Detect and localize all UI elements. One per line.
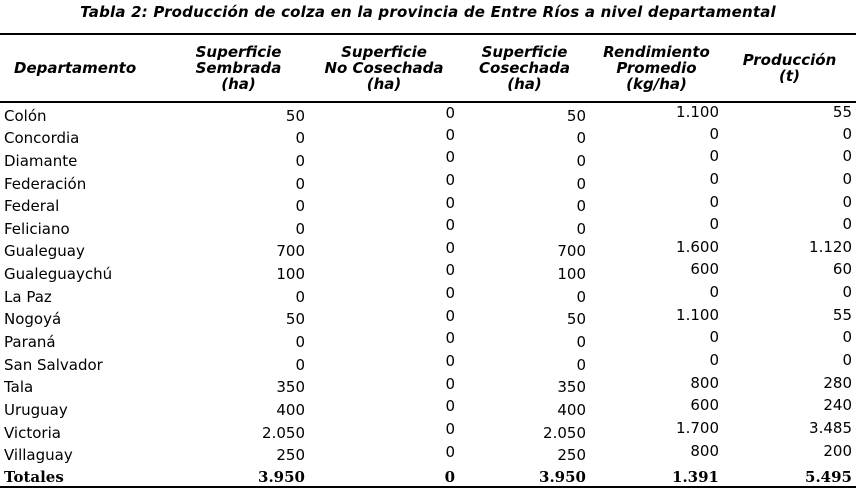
cell-sembrada: 50 bbox=[285, 310, 305, 329]
cell-no-cosechada: 0 bbox=[445, 238, 455, 257]
table-row bbox=[0, 215, 856, 238]
cell-rendimiento: 0 bbox=[709, 147, 719, 166]
header-superficie-no-cosechada bbox=[309, 34, 459, 102]
cell-no-cosechada: 0 bbox=[445, 419, 455, 438]
table-row bbox=[0, 306, 856, 329]
cell-no-cosechada: 0 bbox=[445, 216, 455, 235]
cell-cosechada: 100 bbox=[557, 265, 586, 284]
cell-totales-label: Totales bbox=[0, 464, 168, 487]
cell-no-cosechada: 0 bbox=[445, 397, 455, 416]
header-line: Superficie bbox=[481, 43, 568, 61]
cell-cosechada: 0 bbox=[576, 287, 586, 306]
cell-no-cosechada: 0 bbox=[445, 374, 455, 393]
header-produccion bbox=[723, 34, 856, 102]
header-line: (t) bbox=[779, 67, 800, 85]
header-line: Cosechada bbox=[479, 59, 570, 77]
cell-produccion: 200 bbox=[823, 441, 852, 460]
cell-departamento: Tala bbox=[4, 378, 34, 397]
header-row bbox=[0, 34, 856, 102]
cell-produccion: 280 bbox=[823, 373, 852, 392]
cell-rendimiento: 1.100 bbox=[676, 103, 719, 121]
cell-total-no-cosechada: 0 bbox=[309, 464, 459, 487]
production-table bbox=[0, 33, 856, 488]
cell-departamento: Federación bbox=[4, 174, 87, 193]
cell-produccion: 1.120 bbox=[809, 237, 852, 256]
cell-rendimiento: 800 bbox=[690, 373, 719, 392]
cell-total-rendimiento: 1.391 bbox=[590, 464, 723, 487]
cell-total-sembrada: 3.950 bbox=[168, 464, 309, 487]
header-line: Superficie bbox=[341, 43, 427, 61]
cell-sembrada: 0 bbox=[295, 197, 305, 216]
cell-produccion: 3.485 bbox=[809, 418, 852, 437]
cell-departamento: Gualeguay bbox=[4, 242, 85, 261]
table-row bbox=[0, 260, 856, 283]
cell-no-cosechada: 0 bbox=[445, 125, 455, 144]
cell-cosechada: 250 bbox=[557, 446, 586, 465]
cell-sembrada: 100 bbox=[276, 265, 305, 284]
cell-cosechada: 50 bbox=[566, 310, 586, 329]
header-line: Rendimiento bbox=[603, 43, 710, 61]
cell-no-cosechada: 0 bbox=[445, 329, 455, 348]
cell-no-cosechada: 0 bbox=[445, 104, 455, 122]
cell-sembrada: 0 bbox=[295, 151, 305, 170]
cell-cosechada: 0 bbox=[576, 151, 586, 170]
cell-rendimiento: 0 bbox=[709, 328, 719, 347]
header-superficie-sembrada bbox=[168, 34, 309, 102]
cell-rendimiento: 600 bbox=[690, 396, 719, 415]
cell-produccion: 0 bbox=[842, 169, 852, 188]
table-row bbox=[0, 442, 856, 465]
cell-sembrada: 0 bbox=[295, 287, 305, 306]
cell-no-cosechada: 0 bbox=[445, 148, 455, 167]
table-row bbox=[0, 351, 856, 374]
cell-cosechada: 0 bbox=[576, 355, 586, 374]
cell-cosechada: 2.050 bbox=[543, 423, 586, 442]
header-line: (ha) bbox=[366, 75, 402, 93]
header-line: (ha) bbox=[221, 75, 256, 93]
cell-cosechada: 700 bbox=[557, 242, 586, 261]
cell-departamento: Federal bbox=[4, 197, 60, 216]
cell-no-cosechada: 0 bbox=[445, 170, 455, 189]
cell-produccion: 0 bbox=[842, 124, 852, 143]
cell-rendimiento: 1.700 bbox=[676, 418, 719, 437]
cell-produccion: 0 bbox=[842, 192, 852, 211]
cell-rendimiento: 600 bbox=[690, 260, 719, 279]
cell-cosechada: 350 bbox=[557, 378, 586, 397]
header-line: No Cosechada bbox=[324, 59, 444, 77]
cell-rendimiento: 0 bbox=[709, 124, 719, 143]
cell-produccion: 0 bbox=[842, 283, 852, 302]
cell-departamento: Colón bbox=[4, 106, 47, 125]
cell-sembrada: 400 bbox=[276, 400, 305, 419]
cell-rendimiento: 1.600 bbox=[676, 237, 719, 256]
cell-departamento: Diamante bbox=[4, 151, 78, 170]
table-row bbox=[0, 125, 856, 148]
cell-cosechada: 0 bbox=[576, 129, 586, 148]
cell-cosechada: 0 bbox=[576, 174, 586, 193]
cell-produccion: 0 bbox=[842, 147, 852, 166]
cell-sembrada: 0 bbox=[295, 174, 305, 193]
cell-rendimiento: 1.100 bbox=[676, 305, 719, 324]
cell-rendimiento: 0 bbox=[709, 351, 719, 370]
cell-produccion: 0 bbox=[842, 351, 852, 370]
cell-produccion: 0 bbox=[842, 328, 852, 347]
header-superficie-cosechada bbox=[459, 34, 590, 102]
table-row bbox=[0, 328, 856, 351]
cell-sembrada: 350 bbox=[276, 378, 305, 397]
header-rendimiento bbox=[590, 34, 723, 102]
cell-produccion: 0 bbox=[842, 215, 852, 234]
cell-produccion: 240 bbox=[823, 396, 852, 415]
table-row bbox=[0, 374, 856, 397]
cell-cosechada: 0 bbox=[576, 197, 586, 216]
cell-no-cosechada: 0 bbox=[445, 284, 455, 303]
cell-departamento: Uruguay bbox=[4, 400, 68, 419]
cell-total-produccion: 5.495 bbox=[723, 464, 856, 487]
cell-total-cosechada: 3.950 bbox=[459, 464, 590, 487]
cell-no-cosechada: 0 bbox=[445, 306, 455, 325]
cell-sembrada: 0 bbox=[295, 129, 305, 148]
table-caption: Tabla 2: Producción de colza en la provincia de Entre Ríos a nivel departamental bbox=[80, 3, 776, 21]
table-row bbox=[0, 283, 856, 306]
cell-no-cosechada: 0 bbox=[445, 352, 455, 371]
table-row bbox=[0, 396, 856, 419]
cell-cosechada: 0 bbox=[576, 219, 586, 238]
cell-departamento: Concordia bbox=[4, 129, 80, 148]
header-line: (kg/ha) bbox=[626, 75, 687, 93]
cell-departamento: Paraná bbox=[4, 333, 56, 352]
table-row bbox=[0, 193, 856, 216]
header-line: (ha) bbox=[507, 75, 542, 93]
cell-departamento: Gualeguaychú bbox=[4, 265, 113, 284]
cell-departamento: Villaguay bbox=[4, 446, 73, 465]
table-row bbox=[0, 238, 856, 261]
cell-departamento: La Paz bbox=[4, 287, 52, 306]
table-row bbox=[0, 102, 856, 125]
header-line: Sembrada bbox=[195, 59, 282, 77]
header-line: Promedio bbox=[616, 59, 697, 77]
cell-rendimiento: 800 bbox=[690, 441, 719, 460]
cell-sembrada: 0 bbox=[295, 333, 305, 352]
table-row bbox=[0, 147, 856, 170]
cell-produccion: 55 bbox=[832, 103, 852, 121]
cell-no-cosechada: 0 bbox=[445, 193, 455, 212]
header-line: Producción bbox=[742, 51, 837, 69]
header-line: Superficie bbox=[195, 43, 282, 61]
cell-departamento: Feliciano bbox=[4, 219, 70, 238]
totals-row bbox=[0, 464, 856, 487]
cell-rendimiento: 0 bbox=[709, 192, 719, 211]
cell-sembrada: 700 bbox=[276, 242, 305, 261]
cell-departamento: Nogoyá bbox=[4, 310, 62, 329]
cell-departamento: Victoria bbox=[4, 423, 61, 442]
header-departamento: Departamento bbox=[0, 34, 168, 102]
cell-sembrada: 250 bbox=[276, 446, 305, 465]
cell-departamento: San Salvador bbox=[4, 355, 103, 374]
table-row bbox=[0, 170, 856, 193]
cell-rendimiento: 0 bbox=[709, 215, 719, 234]
cell-no-cosechada: 0 bbox=[445, 442, 455, 461]
cell-cosechada: 400 bbox=[557, 400, 586, 419]
cell-sembrada: 2.050 bbox=[262, 423, 305, 442]
cell-rendimiento: 0 bbox=[709, 283, 719, 302]
cell-sembrada: 0 bbox=[295, 219, 305, 238]
cell-produccion: 55 bbox=[832, 305, 852, 324]
table-row bbox=[0, 419, 856, 442]
cell-cosechada: 50 bbox=[566, 106, 586, 125]
cell-rendimiento: 0 bbox=[709, 169, 719, 188]
cell-sembrada: 50 bbox=[285, 106, 305, 125]
cell-produccion: 60 bbox=[832, 260, 852, 279]
cell-sembrada: 0 bbox=[295, 355, 305, 374]
cell-cosechada: 0 bbox=[576, 333, 586, 352]
cell-no-cosechada: 0 bbox=[445, 261, 455, 280]
